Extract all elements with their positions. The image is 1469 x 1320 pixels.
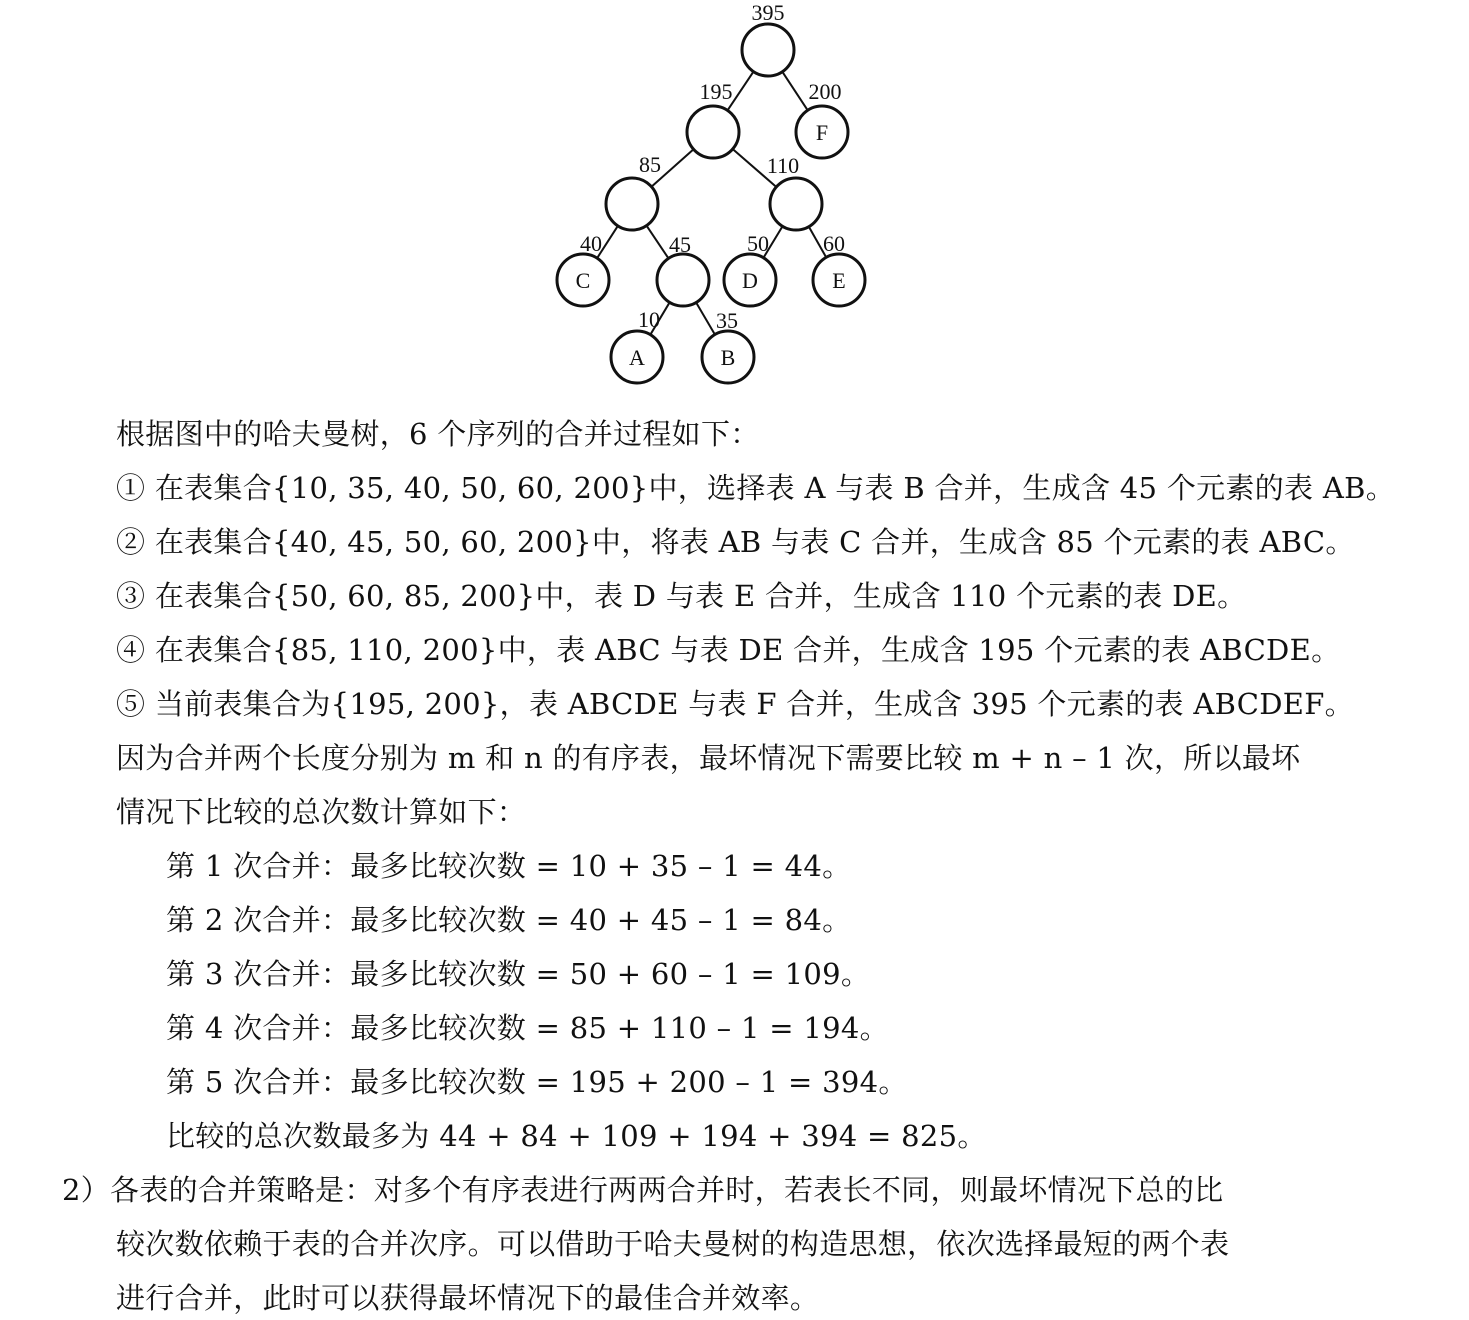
- tree-weight-n195: 195: [699, 79, 733, 104]
- tree-weight-n85: 85: [639, 152, 661, 177]
- tree-weight-F: 200: [808, 79, 842, 104]
- tree-weight-D: 50: [747, 231, 769, 256]
- merge-count-5: 第 5 次合并：最多比较次数 = 195 + 200 – 1 = 394。: [166, 1065, 908, 1099]
- total-count: 比较的总次数最多为 44 + 84 + 109 + 194 + 394 = 825。: [166, 1119, 987, 1153]
- merge-step-1: ① 在表集合{10, 35, 40, 50, 60, 200}中，选择表 A 与表 B 合并，生成含 45 个元素的表 AB。: [116, 471, 1395, 505]
- tree-weight-labels: [580, 0, 845, 333]
- tree-node-label-B: B: [720, 345, 736, 370]
- strategy-line-1: 2）各表的合并策略是：对多个有序表进行两两合并时，若表长不同，则最坏情况下总的比: [62, 1173, 1224, 1207]
- tree-node-label-F: F: [815, 120, 829, 145]
- tree-node-label-D: D: [742, 268, 758, 293]
- merge-count-3: 第 3 次合并：最多比较次数 = 50 + 60 – 1 = 109。: [166, 957, 871, 991]
- tree-weight-C: 40: [580, 231, 602, 256]
- tree-weight-n45: 45: [669, 232, 691, 257]
- tree-node-n45: [657, 254, 709, 306]
- merge-step-3: ③ 在表集合{50, 60, 85, 200}中，表 D 与表 E 合并，生成含 110 个元素的表 DE。: [116, 579, 1247, 613]
- tree-weight-E: 60: [823, 231, 845, 256]
- merge-step-4: ④ 在表集合{85, 110, 200}中，表 ABC 与表 DE 合并，生成含 195 个元素的表 ABCDE。: [116, 633, 1341, 667]
- explanation-line-2: 情况下比较的总次数计算如下：: [116, 795, 527, 829]
- merge-count-2: 第 2 次合并：最多比较次数 = 40 + 45 – 1 = 84。: [166, 903, 852, 937]
- tree-node-n195: [687, 106, 739, 158]
- intro-line: 根据图中的哈夫曼树，6 个序列的合并过程如下：: [116, 417, 760, 451]
- merge-count-4: 第 4 次合并：最多比较次数 = 85 + 110 – 1 = 194。: [166, 1011, 889, 1045]
- tree-edge-n45-B: [696, 302, 715, 334]
- tree-node-label-C: C: [575, 268, 591, 293]
- strategy-line-2: 较次数依赖于表的合并次序。可以借助于哈夫曼树的构造思想，依次选择最短的两个表: [116, 1227, 1230, 1261]
- tree-node-label-E: E: [832, 268, 846, 293]
- explanation-line-1: 因为合并两个长度分别为 m 和 n 的有序表，最坏情况下需要比较 m + n – 1 次，所以最坏: [116, 741, 1301, 775]
- tree-weight-A: 10: [638, 307, 660, 332]
- tree-node-label-A: A: [629, 345, 645, 370]
- tree-weight-r: 395: [751, 0, 785, 25]
- tree-node-n85: [606, 178, 658, 230]
- tree-edge-r-F: [782, 72, 807, 111]
- merge-count-1: 第 1 次合并：最多比较次数 = 10 + 35 – 1 = 44。: [166, 849, 852, 883]
- merge-step-5: ⑤ 当前表集合为{195, 200}，表 ABCDE 与表 F 合并，生成含 395 个元素的表 ABCDEF。: [116, 687, 1354, 721]
- strategy-line-3: 进行合并，此时可以获得最坏情况下的最佳合并效率。: [116, 1281, 820, 1315]
- merge-step-2: ② 在表集合{40, 45, 50, 60, 200}中，将表 AB 与表 C 合并，生成含 85 个元素的表 ABC。: [116, 525, 1355, 559]
- tree-edge-n85-n45: [646, 226, 668, 259]
- huffman-tree-diagram: [0, 0, 1469, 400]
- tree-weight-B: 35: [716, 308, 738, 333]
- tree-node-n110: [770, 178, 822, 230]
- tree-node-r: [742, 24, 794, 76]
- tree-weight-n110: 110: [766, 153, 800, 178]
